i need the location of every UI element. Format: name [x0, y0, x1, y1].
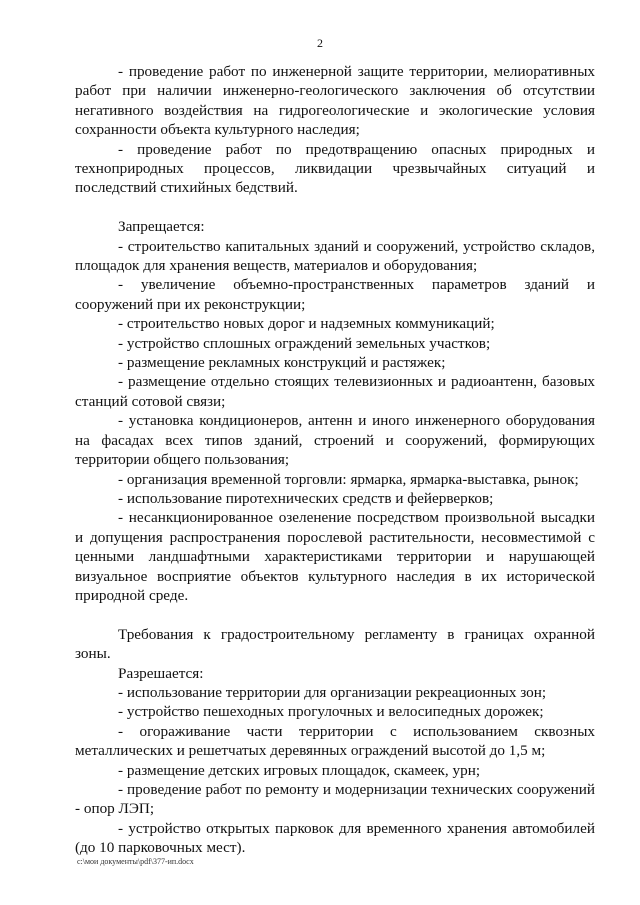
footer-file-path: c:\мои документы\pdf\377-ип.docx: [77, 857, 194, 866]
paragraph: - проведение работ по предотвращению опасных природных и техноприродных процессов, ликвидации чрезвычайных ситуаций и последствий стихийных бедствий.: [75, 140, 595, 197]
paragraph: - устройство пешеходных прогулочных и велосипедных дорожек;: [118, 703, 544, 721]
paragraph: - устройство сплошных ограждений земельных участков;: [118, 334, 491, 352]
paragraph: - организация временной торговли: ярмарка, ярмарка-выставка, рынок;: [118, 470, 579, 488]
paragraph: - использование пиротехнических средств и фейерверков;: [118, 489, 494, 507]
section-heading-prohibited: Запрещается:: [118, 218, 205, 236]
section-heading-allowed: Разрешается:: [118, 664, 204, 682]
paragraph: - проведение работ по инженерной защите территории, мелиоративных работ при наличии инженерно-геологического заключения об отсутствии негативного воздействия на гидрогеологические и экологические условия сохранности объекта культурного наследия;: [75, 63, 595, 139]
document-body: [75, 62, 595, 858]
paragraph: - несанкционированное озеленение посредством произвольной высадки и допущения распространения порослевой растительности, несовместимой с ценными ландшафтными характеристиками территории и нарушающей визуальное восприятие объектов культурного наследия в их исторической природной среде.: [75, 509, 595, 604]
paragraph: - устройство открытых парковок для временного хранения автомобилей (до 10 парковочных мест).: [75, 819, 595, 857]
section-heading-requirements: Требования к градостроительному регламенту в границах охранной зоны.: [75, 625, 595, 663]
paragraph: - установка кондиционеров, антенн и иного инженерного оборудования на фасадах всех типов зданий, строений и сооружений, формирующих территории общего пользования;: [75, 412, 595, 469]
paragraph: - строительство новых дорог и надземных коммуникаций;: [118, 315, 495, 333]
page-number: 2: [317, 36, 323, 50]
paragraph: - размещение отдельно стоящих телевизионных и радиоантенн, базовых станций сотовой связи;: [75, 373, 595, 410]
paragraph: - строительство капитальных зданий и сооружений, устройство складов, площадок для хранения веществ, материалов и оборудования;: [75, 237, 595, 275]
paragraph: - размещение детских игровых площадок, скамеек, урн;: [118, 761, 481, 779]
paragraph: - проведение работ по ремонту и модернизации технических сооружений - опор ЛЭП;: [75, 781, 595, 818]
paragraph: - использование территории для организации рекреационных зон;: [118, 683, 547, 701]
paragraph: - размещение рекламных конструкций и растяжек;: [118, 354, 446, 372]
paragraph: - увеличение объемно-пространственных параметров зданий и сооружений при их реконструкции;: [75, 276, 595, 313]
paragraph: - огораживание части территории с использованием сквозных металлических и решетчатых деревянных ограждений высотой до 1,5 м;: [75, 722, 595, 760]
